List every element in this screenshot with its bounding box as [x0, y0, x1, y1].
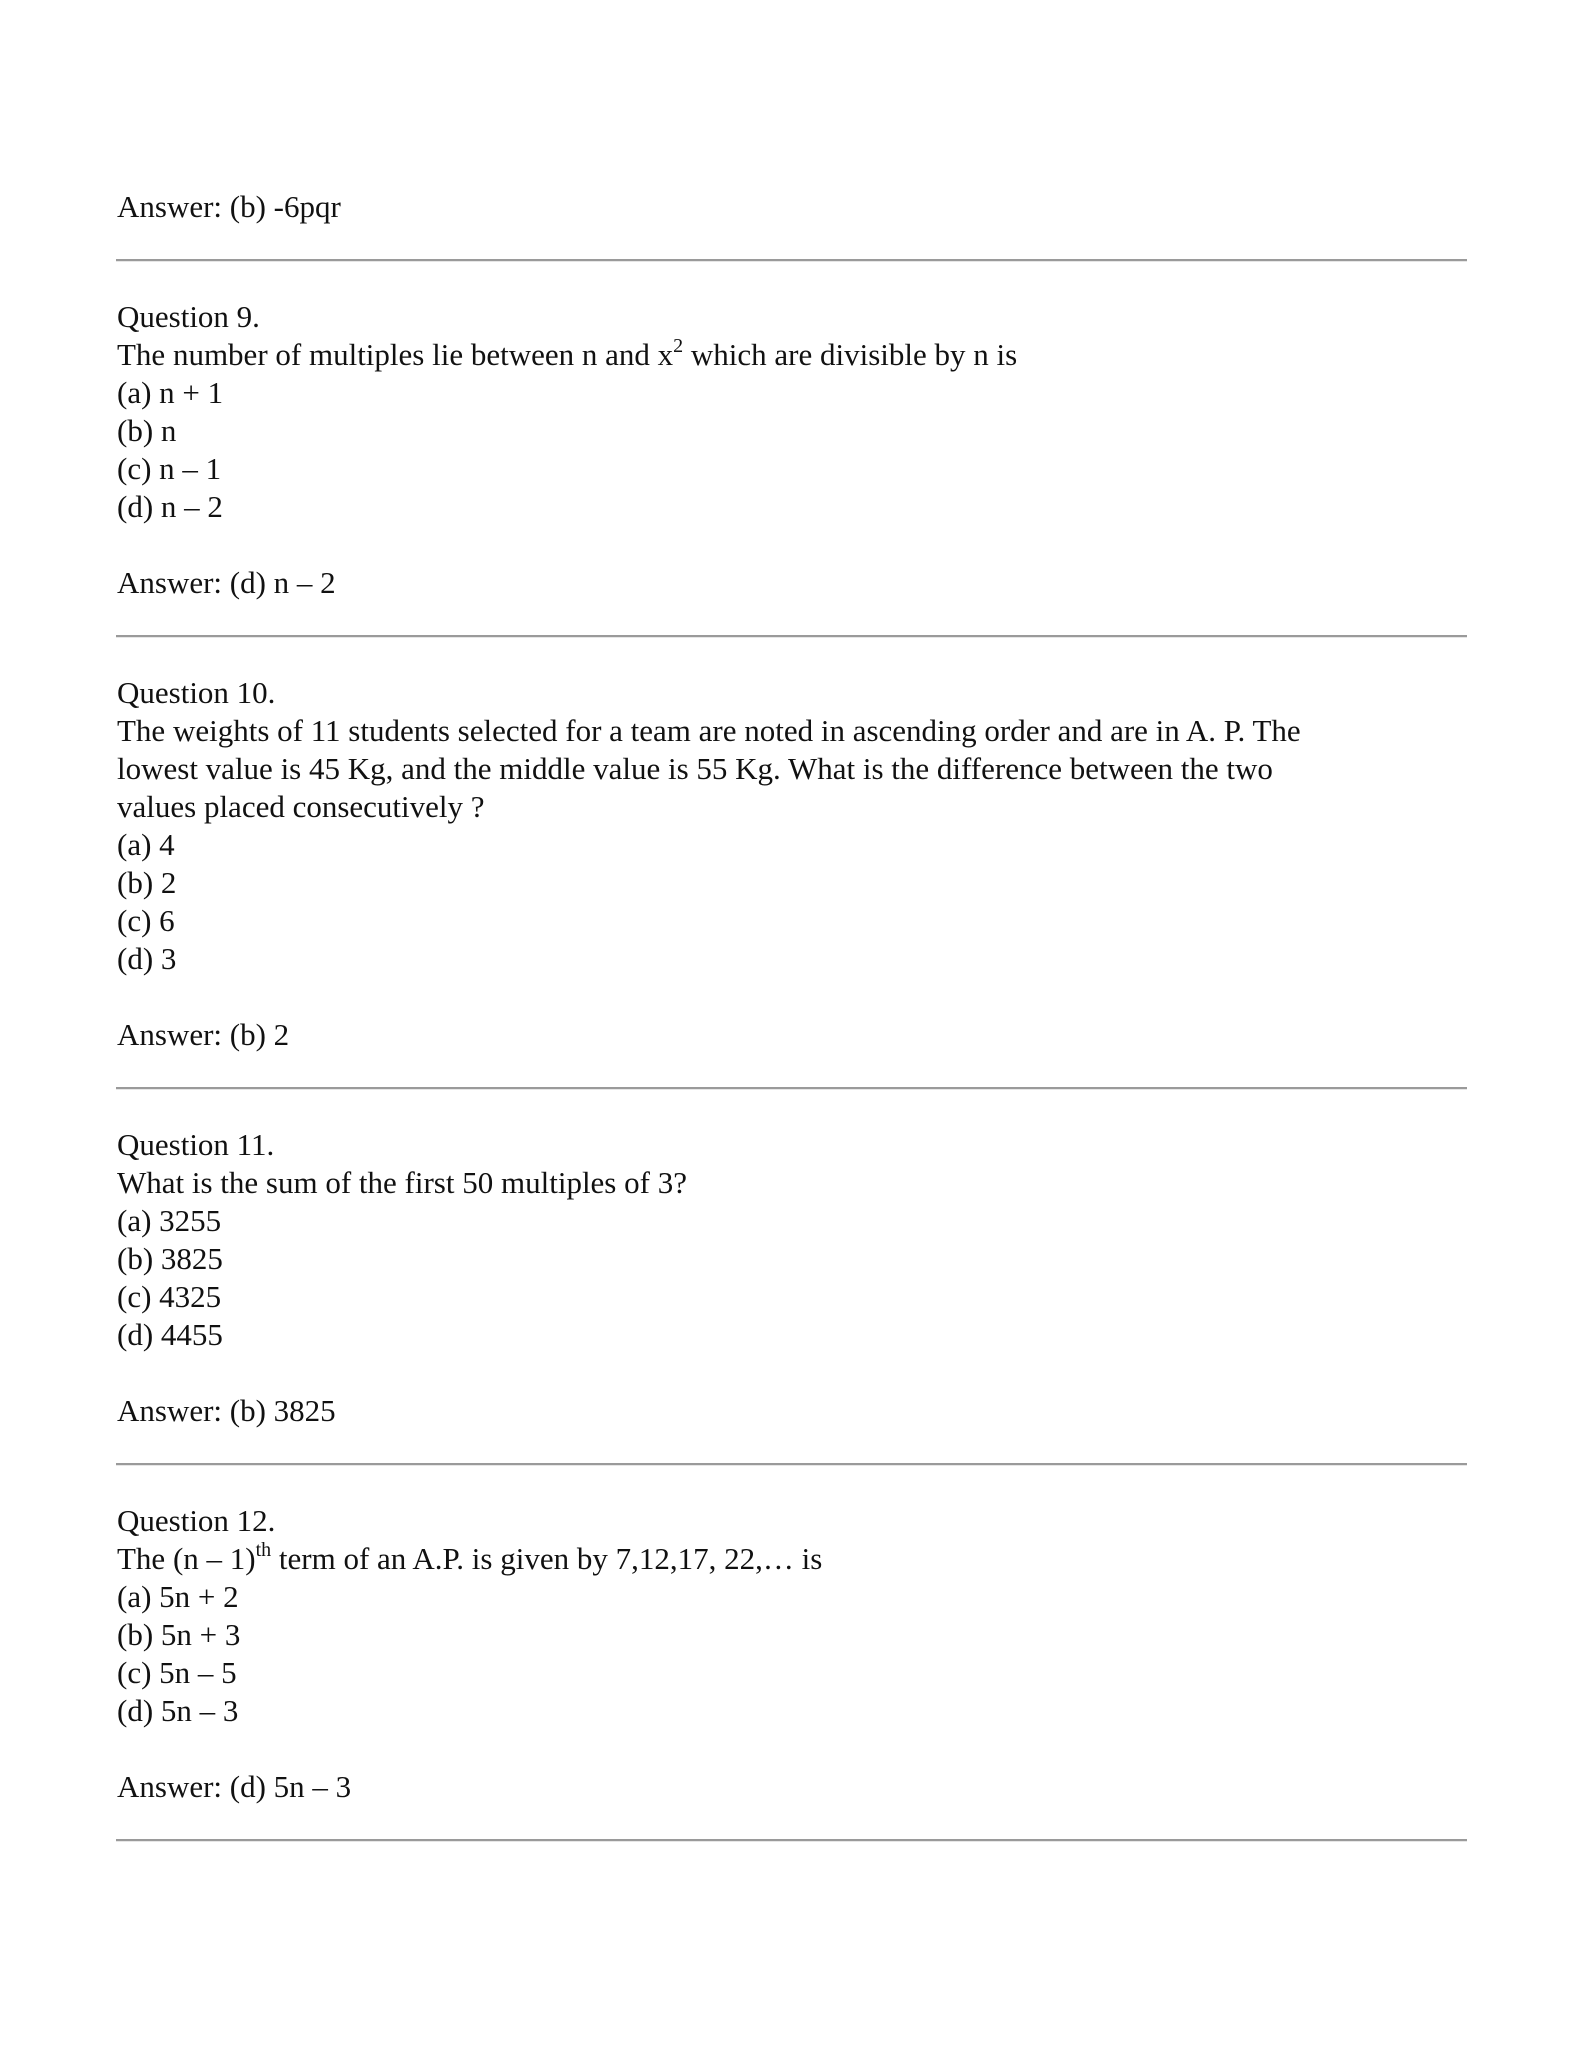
divider: [116, 635, 1467, 638]
answer: Answer: (d) 5n – 3: [117, 1769, 352, 1804]
option-d: (d) 4455: [117, 1317, 223, 1352]
question-text-line-1: The weights of 11 students selected for a team are noted in ascending order and are in A. P. The: [117, 713, 1301, 748]
question-title: Question 11.: [117, 1127, 275, 1162]
answer: Answer: (b) 2: [117, 1017, 290, 1052]
option-d: (d) n – 2: [117, 489, 223, 524]
option-c: (c) 4325: [117, 1279, 222, 1314]
question-text-part: term of an A.P. is given by 7,12,17, 22,… is: [271, 1541, 823, 1576]
divider: [116, 1839, 1467, 1842]
question-text-part: The (n – 1): [117, 1541, 256, 1576]
answer: Answer: (b) 3825: [117, 1393, 336, 1428]
divider: [116, 259, 1467, 262]
question-10: [117, 674, 1468, 1054]
question-title: Question 9.: [117, 299, 260, 334]
question-11: [117, 1126, 1468, 1430]
question-text-line-2: lowest value is 45 Kg, and the middle value is 55 Kg. What is the difference between the two: [117, 751, 1273, 786]
question-title: Question 10.: [117, 675, 276, 710]
document-page: [117, 188, 1468, 1842]
option-b: (b) 5n + 3: [117, 1617, 241, 1652]
question-text-part: which are divisible by n is: [683, 337, 1018, 372]
divider: [116, 1463, 1467, 1466]
superscript: 2: [673, 334, 684, 357]
question-12: [117, 1502, 1468, 1806]
question-text: [117, 336, 1468, 374]
option-c: (c) 6: [117, 903, 175, 938]
question-text-part: The number of multiples lie between n and x: [117, 337, 674, 372]
option-c: (c) 5n – 5: [117, 1655, 237, 1690]
option-a: (a) 3255: [117, 1203, 222, 1238]
option-d: (d) 3: [117, 941, 177, 976]
divider: [116, 1087, 1467, 1090]
question-text: What is the sum of the first 50 multiples of 3?: [117, 1165, 687, 1200]
option-a: (a) 4: [117, 827, 175, 862]
question-text: [117, 1540, 1468, 1578]
superscript: th: [255, 1538, 272, 1561]
question-9: [117, 298, 1468, 602]
option-b: (b) n: [117, 413, 177, 448]
option-a: (a) n + 1: [117, 375, 224, 410]
option-b: (b) 2: [117, 865, 177, 900]
option-c: (c) n – 1: [117, 451, 222, 486]
option-b: (b) 3825: [117, 1241, 223, 1276]
question-text-line-3: values placed consecutively ?: [117, 789, 485, 824]
option-d: (d) 5n – 3: [117, 1693, 239, 1728]
option-a: (a) 5n + 2: [117, 1579, 239, 1614]
previous-answer: Answer: (b) -6pqr: [117, 189, 341, 224]
answer: Answer: (d) n – 2: [117, 565, 336, 600]
question-title: Question 12.: [117, 1503, 276, 1538]
